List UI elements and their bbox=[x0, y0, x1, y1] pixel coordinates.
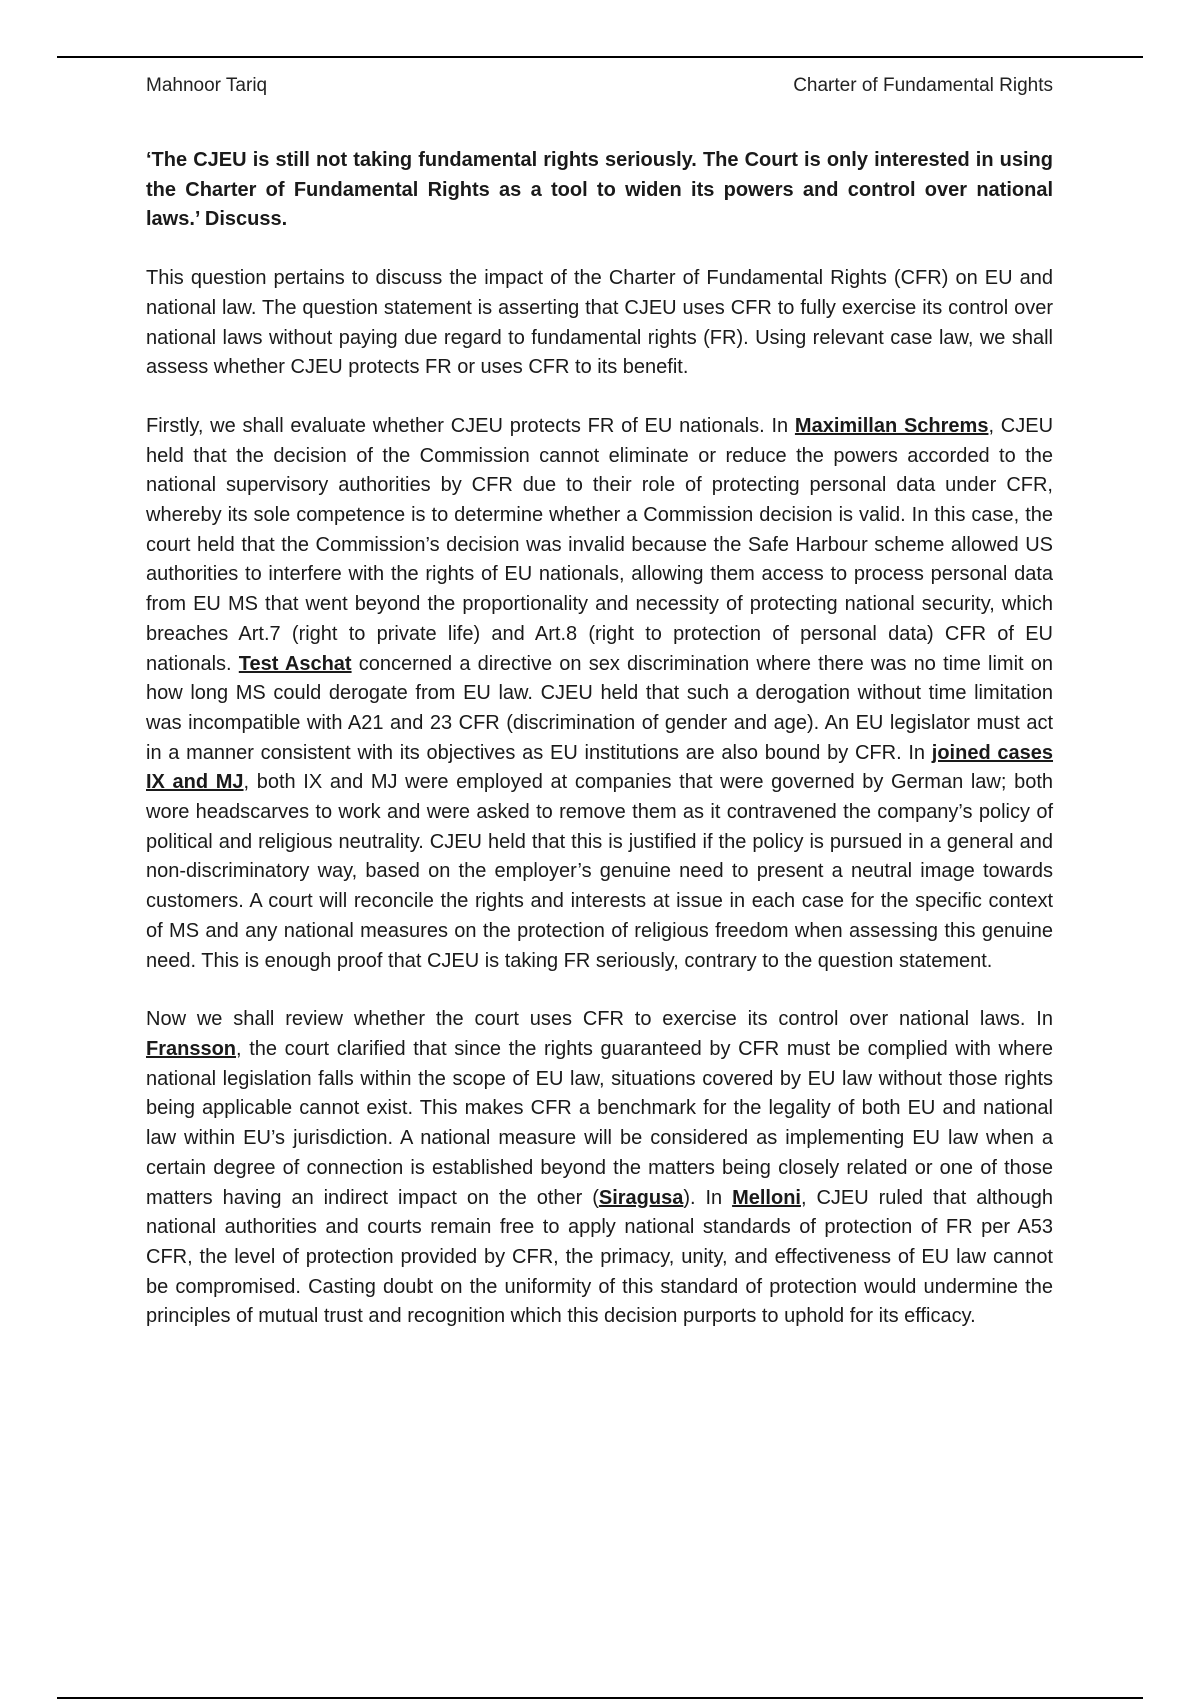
case-citation-fransson: Fransson bbox=[146, 1037, 237, 1060]
paragraph-text: Firstly, we shall evaluate whether CJEU protects FR of EU nationals. In bbox=[146, 414, 795, 437]
paragraph-text: , CJEU ruled that although national authorities and courts remain free to apply national standards of protection of FR per A53 CFR, the level of protection provided by CFR, the primacy, unity, and effectiveness of EU law cannot be compromised. Casting doubt on the uniformity of this standard of protection would undermine the principles of mutual trust and recognition which this decision purports to uphold for its efficacy. bbox=[146, 1186, 1053, 1328]
footer-rule bbox=[57, 1697, 1143, 1699]
header-rule bbox=[57, 56, 1143, 58]
header-author: Mahnoor Tariq bbox=[146, 75, 268, 96]
paragraph-fr-protection bbox=[146, 412, 1053, 976]
paragraph-text: , CJEU held that the decision of the Commission cannot eliminate or reduce the powers accorded to the national supervisory authorities by CFR due to their role of protecting personal data under CFR, whereby its sole competence is to determine whether a Commission decision is valid. In this case, the court held that the Commission’s decision was invalid because the Safe Harbour scheme allowed US authorities to interfere with the rights of EU nationals, allowing them access to process personal data from EU MS that went beyond the proportionality and necessity of protecting national security, which breaches Art.7 (right to private life) and Art.8 (right to protection of personal data) CFR of EU nationals. bbox=[146, 414, 1054, 675]
case-citation-ix-mj: joined cases IX and MJ bbox=[146, 741, 1054, 794]
page-header bbox=[146, 72, 1053, 100]
paragraph-text: concerned a directive on sex discrimination where there was no time limit on how long MS could derogate from EU law. CJEU held that such a derogation without time limitation was incompatible with A21 and 23 CFR (discrimination of gender and age). An EU legislator must act in a manner consistent with its objectives as EU institutions are also bound by CFR. In bbox=[146, 652, 1054, 764]
case-citation-schrems: Maximillan Schrems bbox=[794, 414, 989, 437]
paragraph-text: ). In bbox=[683, 1186, 733, 1209]
case-citation-siragusa: Siragusa bbox=[598, 1186, 684, 1209]
paragraph-text: , both IX and MJ were employed at companies that were governed by German law; both wore headscarves to work and were asked to remove them as it contravened the company’s policy of political and religious neutrality. CJEU held that this is justified if the policy is pursued in a general and non-discriminatory way, based on the employer’s genuine need to present a neutral image towards customers. A court will reconcile the rights and interests at issue in each case for the specific context of MS and any national measures on the protection of religious freedom when assessing this genuine need. This is enough proof that CJEU is taking FR seriously, contrary to the question statement. bbox=[146, 771, 1053, 972]
paragraph-text: , the court clarified that since the rights guaranteed by CFR must be complied with where national legislation falls within the scope of EU law, situations covered by EU law without those rights being applicable cannot exist. This makes CFR a benchmark for the legality of both EU and national law within EU’s jurisdiction. A national measure will be considered as implementing EU law when a certain degree of connection is established beyond the matters being closely related or one of those matters having an indirect impact on the other ( bbox=[146, 1037, 1053, 1209]
case-citation-test-aschat: Test Aschat bbox=[238, 652, 352, 675]
paragraph-text: Now we shall review whether the court uses CFR to exercise its control over national laws. In bbox=[146, 1008, 1053, 1031]
essay-question: ‘The CJEU is still not taking fundamental rights seriously. The Court is only interested in using the Charter of Fundamental Rights as a tool to widen its powers and control over national laws.’ Discuss. bbox=[146, 149, 1053, 231]
case-citation-melloni: Melloni bbox=[732, 1186, 801, 1209]
paragraph-national-control bbox=[146, 1005, 1053, 1332]
document-body bbox=[146, 146, 1053, 1361]
intro-paragraph: This question pertains to discuss the impact of the Charter of Fundamental Rights (CFR) on EU and national law. The question statement is asserting that CJEU uses CFR to fully exercise its control over national laws without paying due regard to fundamental rights (FR). Using relevant case law, we shall assess whether CJEU protects FR or uses CFR to its benefit. bbox=[146, 267, 1053, 379]
header-title: Charter of Fundamental Rights bbox=[793, 75, 1053, 96]
